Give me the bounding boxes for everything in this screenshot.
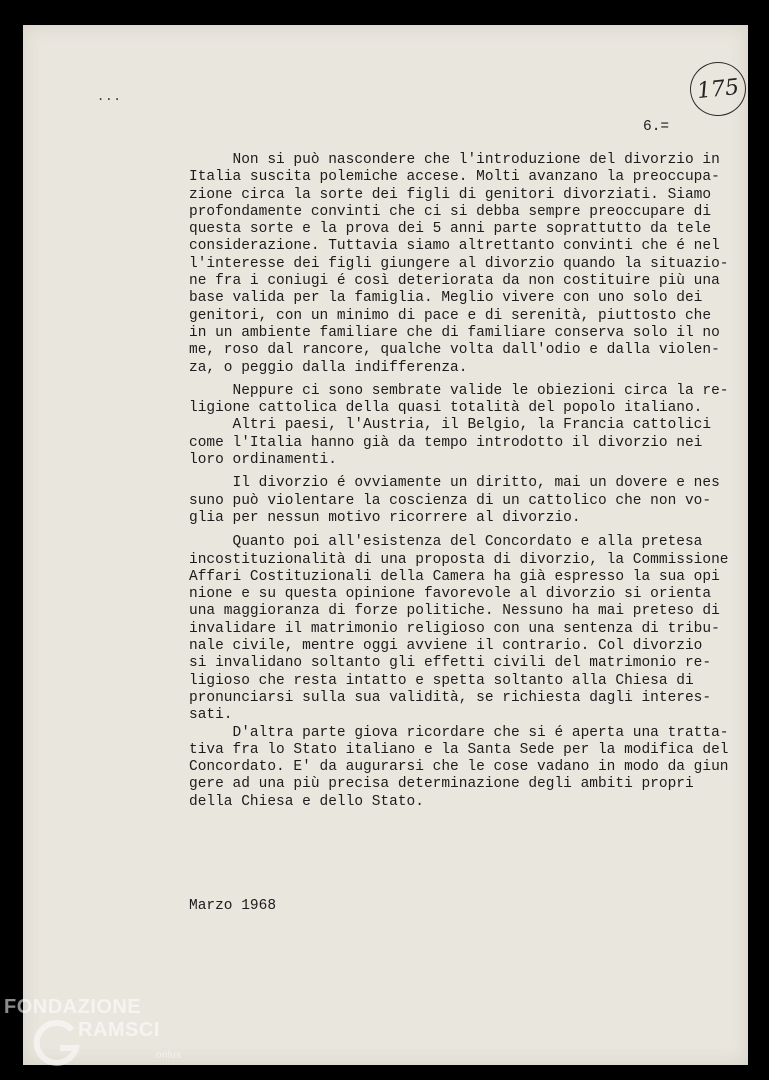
text-line: Concordato. E' da augurarsi che le cose vadano in modo da giun xyxy=(189,759,729,776)
text-line: Altri paesi, l'Austria, il Belgio, la Francia cattolici xyxy=(189,417,712,434)
text-line: Neppure ci sono sembrate valide le obiezioni circa la re- xyxy=(189,382,729,399)
text-line: ne fra i coniugi é così deteriorata da non costituire più una xyxy=(189,273,720,290)
text-line: in un ambiente familiare che di familiare conserva solo il no xyxy=(189,324,720,341)
text-line: invalidare il matrimonio religioso con una sentenza di tribu- xyxy=(189,620,720,637)
text-line: Il divorzio é ovviamente un diritto, mai un dovere e nes xyxy=(189,475,720,492)
watermark-g-logo-icon xyxy=(32,1018,82,1068)
text-line: genitori, con un minimo di pace e di serenità, piuttosto che xyxy=(189,307,712,324)
watermark-subtitle: RAMSCI xyxy=(78,1019,160,1041)
document-date: Marzo 1968 xyxy=(189,898,277,914)
text-line: ligione cattolica della quasi totalità del popolo italiano. xyxy=(189,400,703,417)
text-line: gere ad una più precisa determinazione degli ambiti propri xyxy=(189,776,694,793)
text-line: sati. xyxy=(189,707,233,724)
watermark-title: FONDAZIONE xyxy=(4,996,142,1018)
text-line: questa sorte e la prova dei 5 anni parte soprattutto da tele xyxy=(189,221,712,238)
text-line: Quanto poi all'esistenza del Concordato e alla pretesa xyxy=(189,534,703,551)
archive-watermark xyxy=(4,996,204,1076)
text-line: incostituzionalità di una proposta di divorzio, la Commissione xyxy=(189,551,729,568)
text-line: base valida per la famiglia. Meglio vivere con uno solo dei xyxy=(189,290,703,307)
paragraph xyxy=(189,475,729,527)
text-line: ligioso che resta intatto e spetta soltanto alla Chiesa di xyxy=(189,672,694,689)
text-line: si invalidano soltanto gli effetti civili del matrimonio re- xyxy=(189,655,712,672)
text-line: considerazione. Tuttavia siamo altrettanto convinti che é nel xyxy=(189,238,720,255)
text-line: suno può violentare la coscienza di un cattolico che non vo- xyxy=(189,492,712,509)
text-line: Non si può nascondere che l'introduzione del divorzio in xyxy=(189,152,720,168)
paragraph xyxy=(189,383,729,469)
paragraph xyxy=(189,152,729,377)
margin-marks: ... xyxy=(97,89,122,103)
text-line: nione e su questa opinione favorevole al divorzio si orienta xyxy=(189,586,712,603)
text-line: me, roso dal rancore, qualche volta dall'odio e dalla violen- xyxy=(189,342,720,359)
body-text xyxy=(189,152,729,811)
text-line: za, o peggio dalla indifferenza. xyxy=(189,359,468,376)
text-line: nale civile, mentre oggi avviene il contrario. Col divorzio xyxy=(189,638,703,655)
text-line: D'altra parte giova ricordare che si é aperta una tratta- xyxy=(189,724,729,741)
text-line: come l'Italia hanno già da tempo introdotto il divorzio nei xyxy=(189,434,703,451)
text-line: Italia suscita polemiche accese. Molti avanzano la preoccupa- xyxy=(189,169,720,186)
archive-stamp: 175 xyxy=(687,59,748,119)
text-line: Affari Costituzionali della Camera ha già espresso la sua opi xyxy=(189,568,720,585)
text-line: della Chiesa e dello Stato. xyxy=(189,793,424,810)
text-line: l'interesse dei figli giungere al divorzio quando la situazio- xyxy=(189,255,729,272)
text-line: profondamente convinti che ci si debba sempre preoccupare di xyxy=(189,203,712,220)
page-number: 6.= xyxy=(643,119,670,135)
text-line: loro ordinamenti. xyxy=(189,452,337,469)
document-page xyxy=(23,25,748,1065)
text-line: una maggioranza di forze politiche. Nessuno ha mai preteso di xyxy=(189,603,720,620)
watermark-suffix: onlus xyxy=(156,1050,182,1061)
text-line: pronunciarsi sulla sua validità, se richiesta dagli interes- xyxy=(189,689,712,706)
text-line: glia per nessun motivo ricorrere al divorzio. xyxy=(189,509,581,526)
text-line: tiva fra lo Stato italiano e la Santa Sede per la modifica del xyxy=(189,741,729,758)
paragraph xyxy=(189,534,729,811)
text-line: zione circa la sorte dei figli di genitori divorziati. Siamo xyxy=(189,186,712,203)
